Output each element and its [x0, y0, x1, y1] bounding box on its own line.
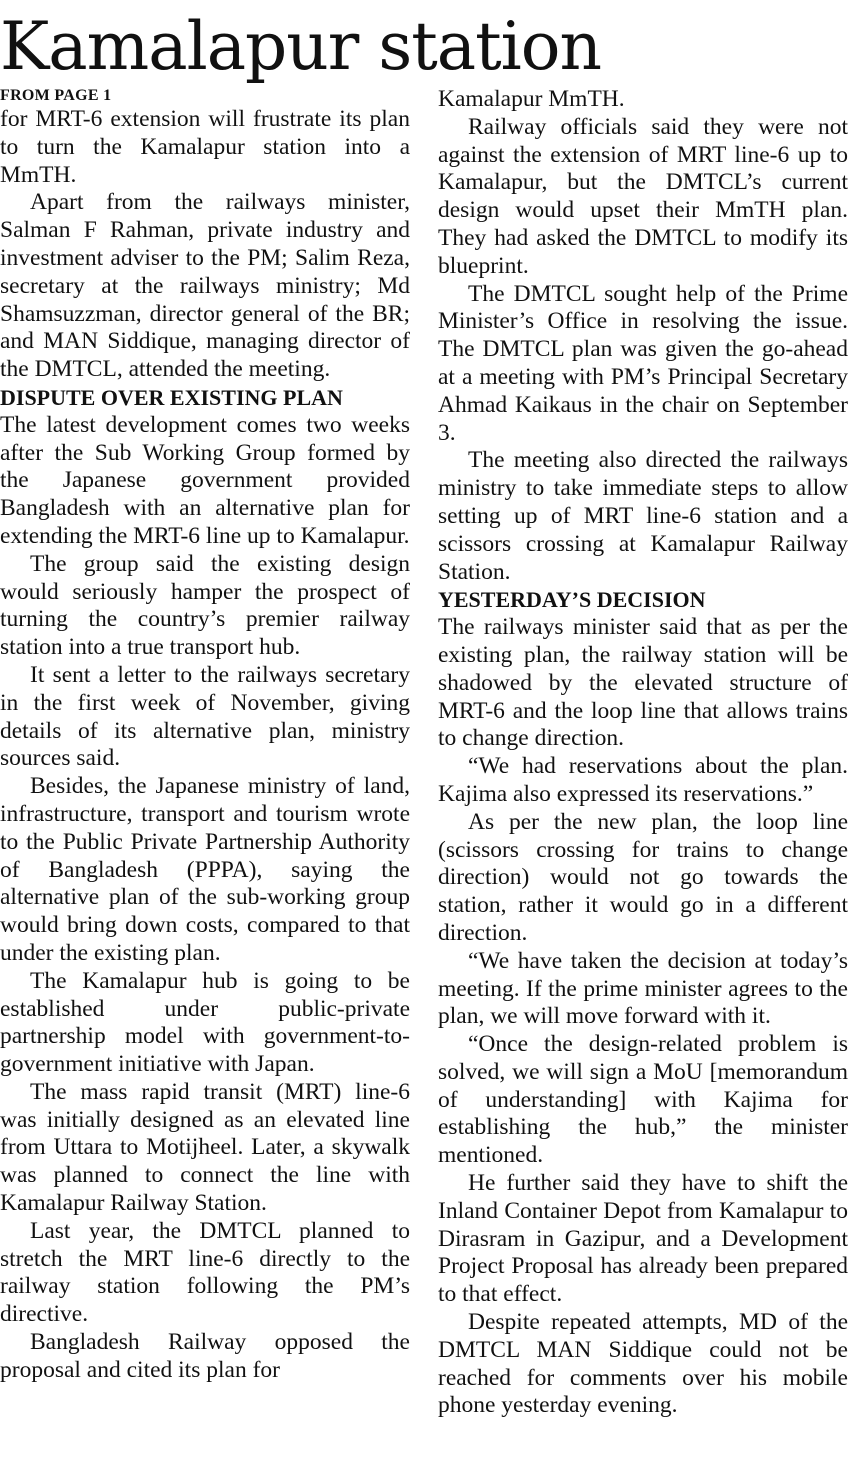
paragraph: Last year, the DMTCL planned to stretch the MRT line-6 directly to the railway station following the PM’s directive. — [0, 1217, 410, 1328]
paragraph: Bangladesh Railway opposed the proposal and cited its plan for — [0, 1329, 410, 1383]
from-page-kicker: FROM PAGE 1 — [0, 87, 112, 104]
paragraph: Kamalapur MmTH. — [438, 86, 625, 112]
subhead-dispute: DISPUTE OVER EXISTING PLAN — [0, 384, 343, 410]
paragraph: It sent a letter to the railways secretary in the first week of November, giving details of its alternative plan, ministry sources said. — [0, 661, 410, 772]
left-column — [0, 86, 410, 1385]
paragraph: The DMTCL sought help of the Prime Minister’s Office in resolving the issue. The DMTCL plan was given the go-ahead at a meeting with PM’s Principal Secretary Ahmad Kaikaus in the chair on September 3. — [438, 280, 848, 446]
subhead-decision: YESTERDAY’S DECISION — [438, 587, 706, 613]
paragraph: As per the new plan, the loop line (scissors crossing for trains to change direction) would not go towards the station, rather it would go in a different direction. — [438, 808, 848, 946]
paragraph: The meeting also directed the railways ministry to take immediate steps to allow setting up of MRT line-6 station and a scissors crossing at Kamalapur Railway Station. — [438, 447, 848, 585]
paragraph: The latest development comes two weeks after the Sub Working Group formed by the Japanese government provided Bangladesh with an alternative plan for extending the MRT-6 line up to Kamalapur. — [0, 411, 410, 549]
paragraph: He further said they have to shift the Inland Container Depot from Kamalapur to Dirasram in Gazipur, and a Development Project Proposal has already been prepared to that effect. — [438, 1170, 848, 1308]
paragraph: The group said the existing design would seriously hamper the prospect of turning the country’s premier railway station into a true transport hub. — [0, 550, 410, 661]
paragraph: Besides, the Japanese ministry of land, infrastructure, transport and tourism wrote to the Public Private Partnership Authority of Bangladesh (PPPA), saying the alternative plan of the sub-working group would bring down costs, compared to that under the existing plan. — [0, 773, 410, 966]
paragraph: Despite repeated attempts, MD of the DMTCL MAN Siddique could not be reached for comments over his mobile phone yesterday evening. — [438, 1309, 848, 1419]
paragraph: The railways minister said that as per the existing plan, the railway station will be shadowed by the elevated structure of MRT-6 and the loop line that allows trains to change direction. — [438, 614, 848, 752]
paragraph: “We had reservations about the plan. Kajima also expressed its reservations.” — [438, 753, 848, 807]
paragraph: Railway officials said they were not against the extension of MRT line-6 up to Kamalapur, but the DMTCL’s current design would upset their MmTH plan. They had asked the DMTCL to modify its blueprint. — [438, 113, 848, 279]
paragraph: The mass rapid transit (MRT) line-6 was initially designed as an elevated line from Uttara to Motijheel. Later, a skywalk was planned to connect the line with Kamalapur Railway Station. — [0, 1078, 410, 1217]
right-column — [438, 86, 848, 1420]
paragraph: for MRT-6 extension will frustrate its plan to turn the Kamalapur station into a MmTH. — [0, 106, 410, 188]
headline: Kamalapur station — [0, 8, 601, 85]
paragraph: The Kamalapur hub is going to be established under public-private partnership model with government-to-government initiative with Japan. — [0, 967, 410, 1078]
paragraph: Apart from the railways minister, Salman F Rahman, private industry and investment adviser to the PM; Salim Reza, secretary at the railways ministry; Md Shamsuzzman, director general of the BR; and MAN Siddique, managing director of the DMTCL, attended the meeting. — [0, 189, 410, 383]
paragraph: “Once the design-related problem is solved, we will sign a MoU [memorandum of understanding] with Kajima for establishing the hub,” the minister mentioned. — [438, 1031, 848, 1169]
paragraph: “We have taken the decision at today’s meeting. If the prime minister agrees to the plan, we will move forward with it. — [438, 947, 848, 1030]
